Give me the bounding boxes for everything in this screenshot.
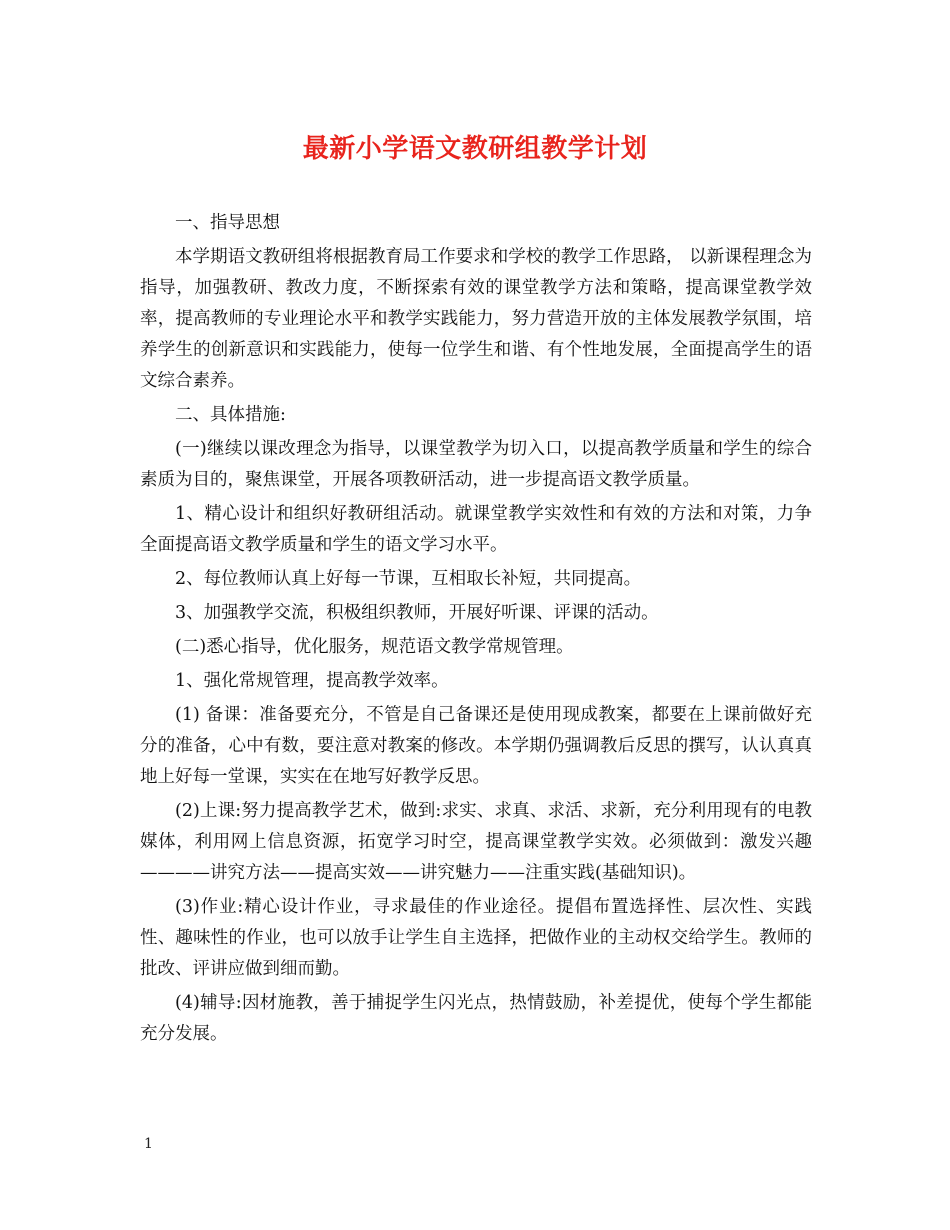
- paragraph-item-3: 3、加强教学交流，积极组织教师，开展好听课、评课的活动。: [175, 603, 659, 623]
- paragraph-item-2: 2、每位教师认真上好每一节课，互相取长补短，共同提高。: [175, 569, 642, 589]
- document-body: [140, 208, 812, 1053]
- paragraph-tutoring: (4)辅导:因材施教，善于捕捉学生闪光点，热情鼓励，补差提优，使每个学生都能充分发展。: [140, 993, 812, 1044]
- paragraph-teaching: (2)上课:努力提高教学艺术，做到:求实、求真、求活、求新，充分利用现有的电教媒体，利用网上信息资源，拓宽学习时空，提高课堂教学实效。必须做到：激发兴趣————讲究方法——提高实效——讲究魅力——注重实践(基础知识)。: [140, 801, 812, 883]
- page-number: 1: [144, 1136, 153, 1152]
- paragraph-routine-management: 1、强化常规管理，提高教学效率。: [175, 671, 449, 691]
- section-heading-guiding-ideology: 一、指导思想: [175, 213, 280, 233]
- paragraph-measure-2: (二)悉心指导，优化服务，规范语文教学常规管理。: [175, 637, 574, 657]
- paragraph-item-1: 1、精心设计和组织好教研组活动。就课堂教学实效性和有效的方法和对策，力争全面提高语文教学质量和学生的语文学习水平。: [140, 504, 812, 555]
- paragraph-measure-1: (一)继续以课改理念为指导，以课堂教学为切入口，以提高教学质量和学生的综合素质为目的，聚焦课堂，开展各项教研活动，进一步提高语文教学质量。: [140, 439, 812, 490]
- document-title: 最新小学语文教研组教学计划: [302, 134, 648, 164]
- paragraph-homework: (3)作业:精心设计作业，寻求最佳的作业途径。提倡布置选择性、层次性、实践性、趣味性的作业，也可以放手让学生自主选择，把做作业的主动权交给学生。教师的批改、评讲应做到细而勤。: [140, 897, 812, 979]
- section-heading-specific-measures: 二、具体措施:: [175, 405, 286, 425]
- paragraph-lesson-prep: (1) 备课：准备要充分，不管是自己备课还是使用现成教案，都要在上课前做好充分的准备，心中有数，要注意对教案的修改。本学期仍强调教后反思的撰写，认认真真地上好每一堂课，实实在在地写好教学反思。: [140, 705, 812, 787]
- paragraph-guiding-ideology: 本学期语文教研组将根据教育局工作要求和学校的教学工作思路， 以新课程理念为指导，加强教研、教改力度，不断探索有效的课堂教学方法和策略，提高课堂教学效率，提高教师的专业理论水平和教学实践能力，努力营造开放的主体发展教学氛围，培养学生的创新意识和实践能力，使每一位学生和谐、有个性地发展，全面提高学生的语文综合素养。: [140, 247, 812, 391]
